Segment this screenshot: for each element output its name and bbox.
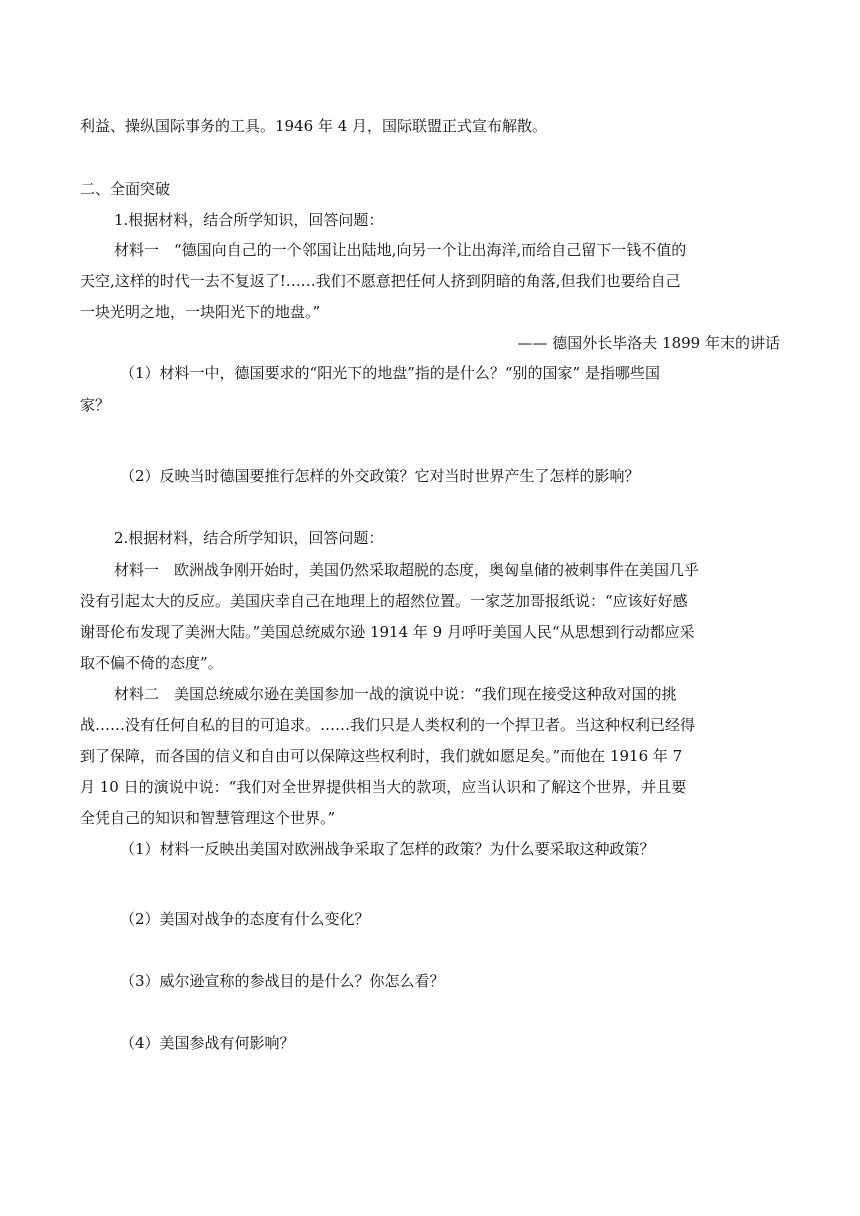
q2-material1-line-1: 材料一 欧洲战争刚开始时，美国仍然采取超脱的态度，奥匈皇储的被刺事件在美国几乎 [114,561,700,579]
q1-subquestion-1-line-2: 家？ [80,396,111,414]
q2-subquestion-2: （2）美国对战争的态度有什么变化？ [120,910,370,928]
q2-material2-line-5: 全凭自己的知识和智慧管理这个世界。” [80,809,336,827]
q2-material2-line-1: 材料二 美国总统威尔逊在美国参加一战的演说中说：“我们现在接受这种敌对国的挑 [114,685,677,703]
section-heading: 二、全面突破 [80,180,171,198]
question-1-prompt: 1.根据材料，结合所学知识，回答问题： [114,211,384,229]
q2-material1-line-2: 没有引起太大的反应。美国庆幸自己在地理上的超然位置。一家芝加哥报纸说：“应该好好感 [80,592,688,610]
q1-subquestion-2: （2）反映当时德国要推行怎样的外交政策？它对当时世界产生了怎样的影响？ [120,467,640,485]
intro-text-line: 利益、操纵国际事务的工具。1946 年 4 月，国际联盟正式宣布解散。 [80,117,548,135]
question-2-prompt: 2.根据材料，结合所学知识，回答问题： [114,529,384,547]
q1-subquestion-1-line-1: （1）材料一中，德国要求的“阳光下的地盘”指的是什么？“别的国家” 是指哪些国 [120,364,660,382]
q2-material1-line-3: 谢哥伦布发现了美洲大陆。”美国总统威尔逊 1914 年 9 月呼吁美国人民“从思想到行动都应采 [80,623,695,641]
q2-subquestion-4: （4）美国参战有何影响？ [120,1034,295,1052]
q2-subquestion-3: （3）威尔逊宣称的参战目的是什么？你怎么看？ [120,972,445,990]
q1-material1-line-3: 一块光明之地，一块阳光下的地盘。” [80,303,321,321]
q2-material2-line-4: 月 10 日的演说中说：“我们对全世界提供相当大的款项，应当认识和了解这个世界，并且要 [80,778,687,796]
q2-subquestion-1: （1）材料一反映出美国对欧洲战争采取了怎样的政策？为什么要采取这种政策？ [120,840,655,858]
q1-material1-line-1: 材料一 “德国向自己的一个邻国让出陆地,向另一个让出海洋,而给自己留下一钱不值的 [114,241,687,259]
q2-material2-line-2: 战……没有任何自私的目的可追求。……我们只是人类权利的一个捍卫者。当这种权利已经得 [80,716,696,734]
q1-source-attribution: —— 德国外长毕洛夫 1899 年末的讲话 [517,334,780,352]
q1-material1-line-2: 天空,这样的时代一去不复返了!……我们不愿意把任何人挤到阴暗的角落,但我们也要给自己 [80,272,681,290]
q2-material2-line-3: 到了保障，而各国的信义和自由可以保障这些权利时，我们就如愿足矣。”而他在 1916 年 7 [80,747,683,765]
q2-material1-line-4: 取不偏不倚的态度”。 [80,654,223,672]
